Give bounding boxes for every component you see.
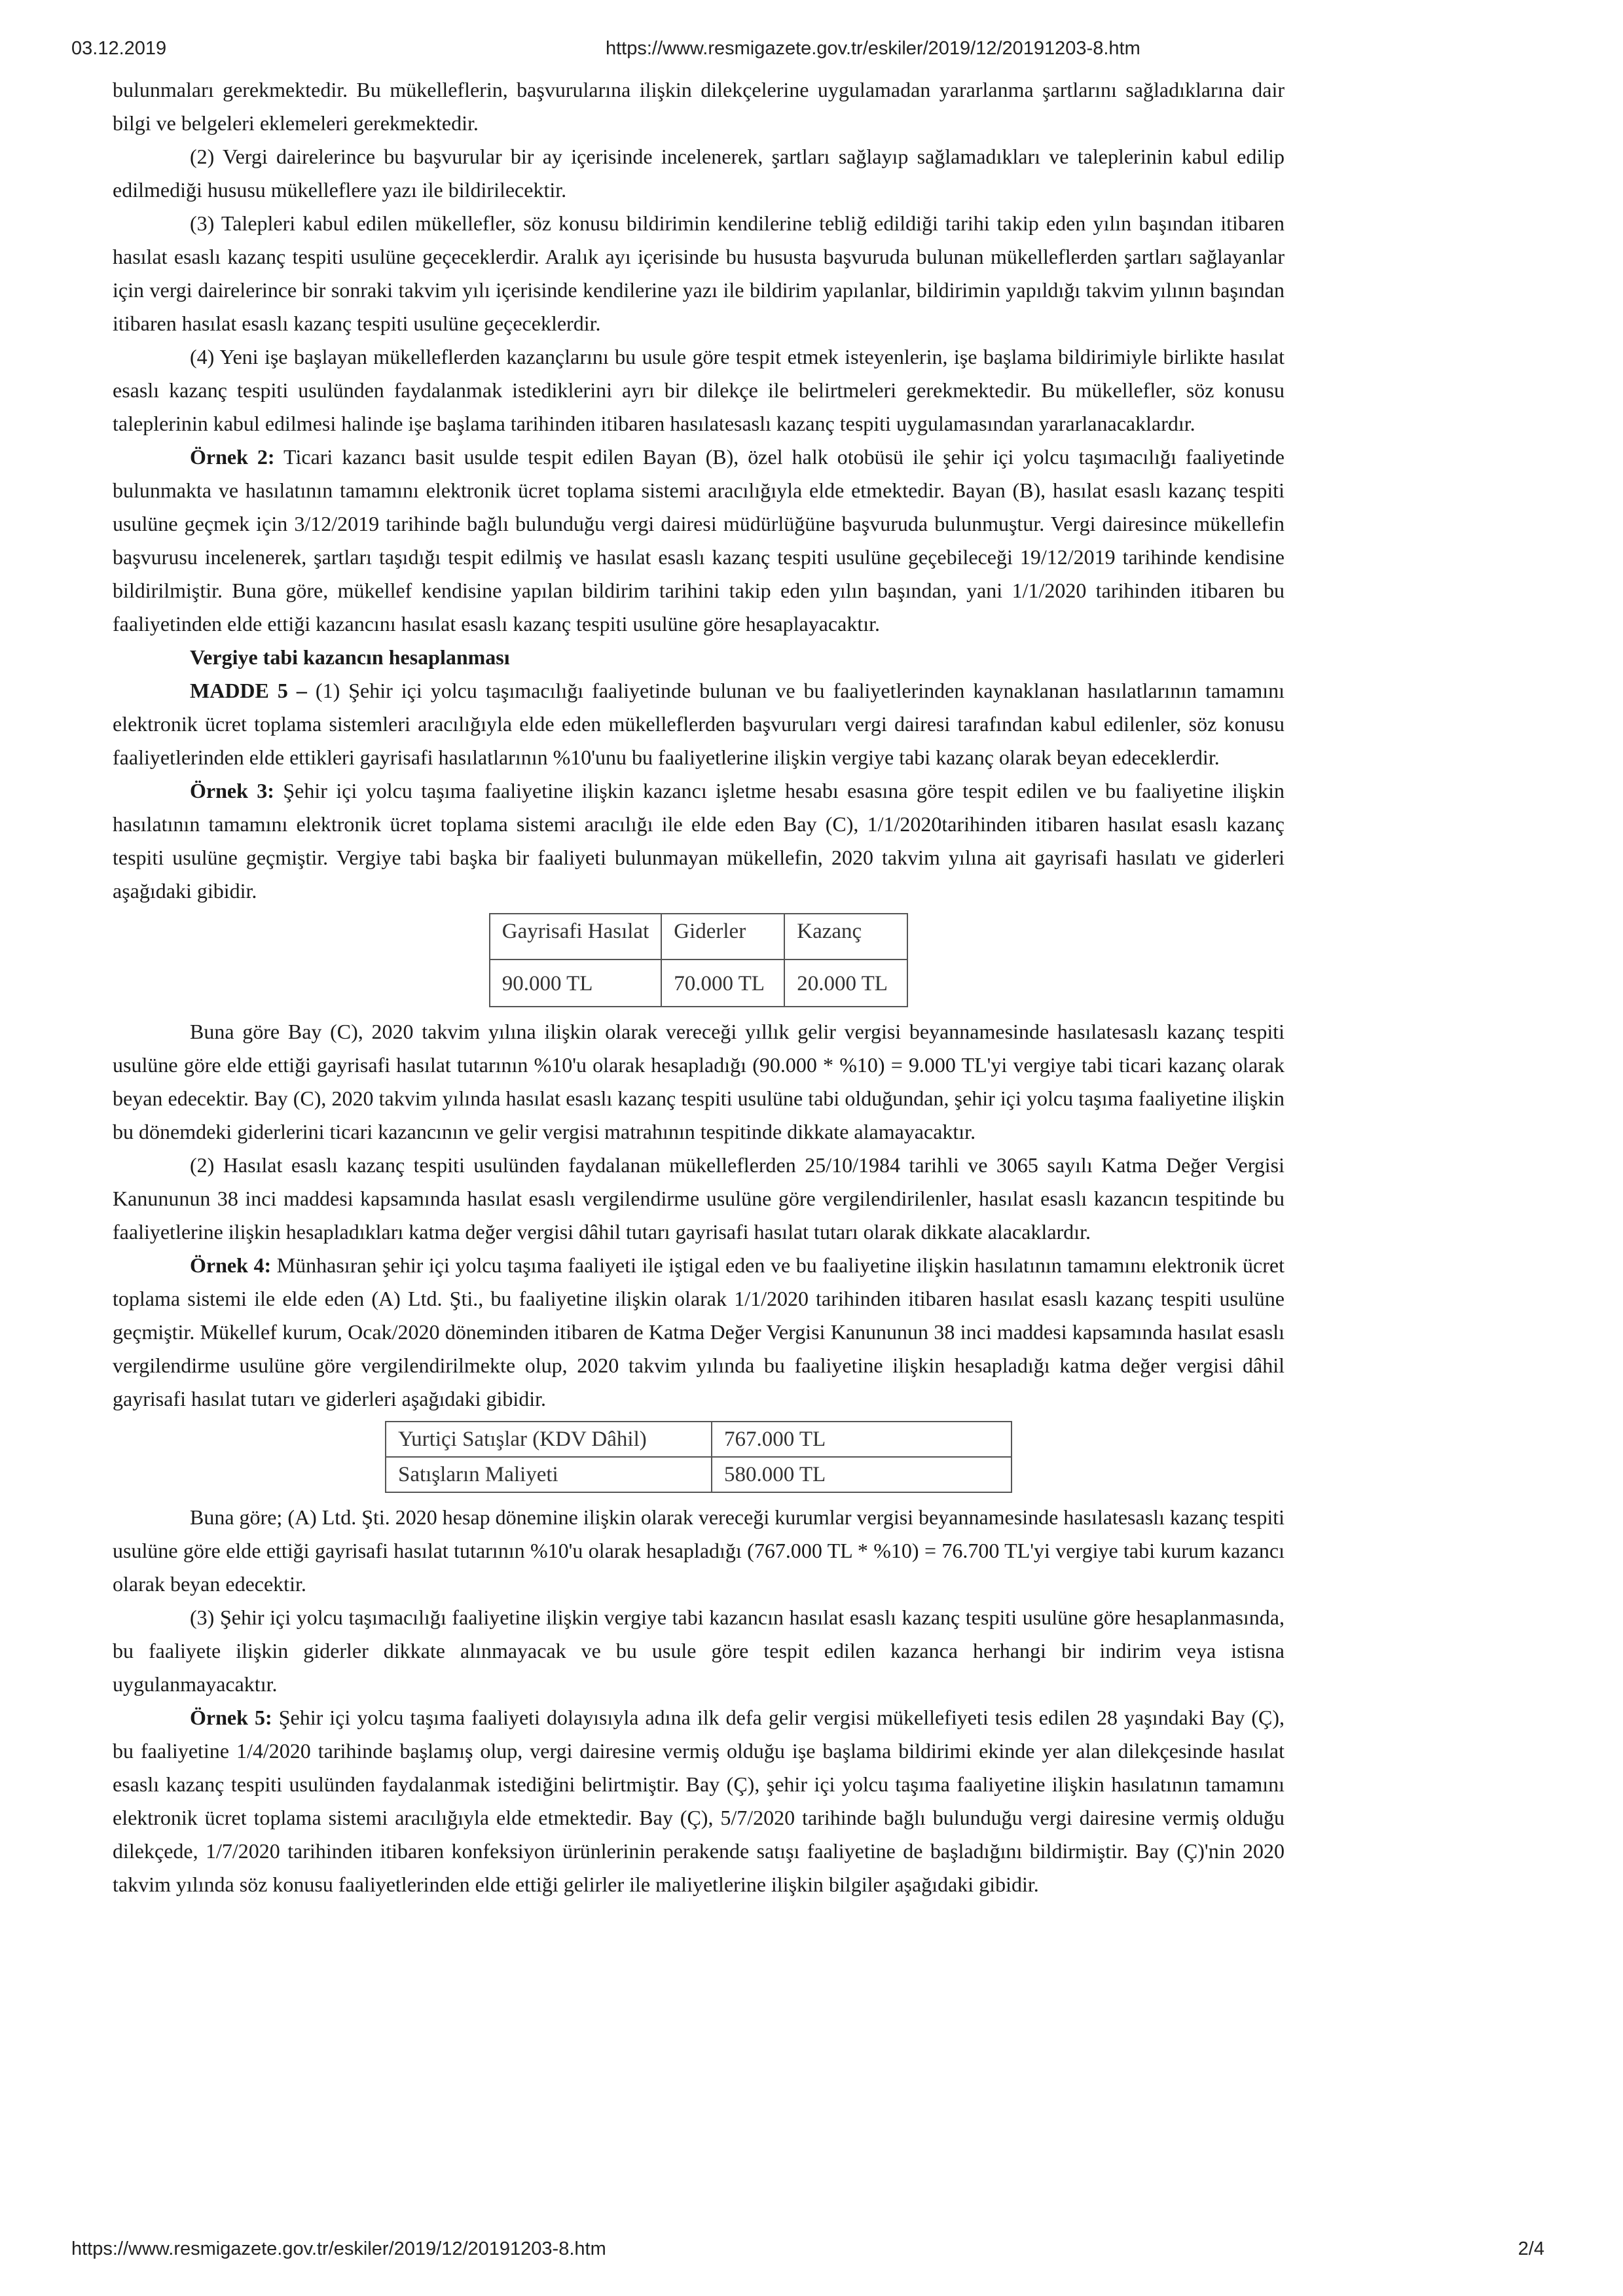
example-text: Şehir içi yolcu taşıma faaliyetine ilişkin kazancı işletme hesabı esasına göre tespit edilen ve bu faaliyetine ilişkin hasılatının tamamını elektronik ücret toplama sistemi aracılığı ile elde eden Bay (C), 1/1/2020tarihinden itibaren hasılat esaslı kazanç tespiti usulüne geçmiştir. Vergiye tabi başka bir faaliyeti bulunmayan mükellefin, 2020 takvim yılına ait gayrisafi hasılatı ve giderleri aşağıdaki gibidir.	[113, 779, 1285, 903]
article-text: (1) Şehir içi yolcu taşımacılığı faaliyetinde bulunan ve bu faaliyetlerinden kaynaklanan hasılatlarının tamamını elektronik ücret toplama sistemleri aracılığıyla elde eden mükelleflerden başvuruları vergi dairesi tarafından kabul edilenler, söz konusu faaliyetlerinden elde ettikleri gayrisafi hasılatlarının %10'unu bu faaliyetlerine ilişkin vergiye tabi kazanç olarak beyan edeceklerdir.	[113, 679, 1285, 769]
table-row	[386, 1457, 1012, 1492]
table-cell: Yurtiçi Satışlar (KDV Dâhil)	[386, 1422, 712, 1457]
table-cell: 580.000 TL	[712, 1457, 1012, 1492]
paragraph: Buna göre Bay (C), 2020 takvim yılına ilişkin olarak vereceği yıllık gelir vergisi beyannamesinde hasılatesaslı kazanç tespiti usulüne göre elde ettiği gayrisafi hasılat tutarının %10'u olarak hesapladığı (90.000 * %10) = 9.000 TL'yi vergiye tabi ticari kazanç olarak beyan edecektir. Bay (C), 2020 takvim yılında hasılat esaslı kazanç tespiti usulüne tabi olduğundan, şehir içi yolcu taşıma faaliyetine ilişkin bu dönemdeki giderlerini ticari kazancının ve gelir vergisi matrahının tespitinde dikkate alamayacaktır.	[113, 1020, 1285, 1143]
page-number: 2/4	[1518, 2238, 1544, 2259]
table-row	[386, 1422, 1012, 1457]
paragraph: (3) Şehir içi yolcu taşımacılığı faaliyetine ilişkin vergiye tabi kazancın hasılat esaslı kazanç tespiti usulüne göre hesaplanmasında, bu faaliyete ilişkin giderler dikkate alınmayacak ve bu usule göre tespit edilen kazanca herhangi bir indirim veya istisna uygulanmayacaktır.	[113, 1605, 1285, 1696]
example-label: Örnek 2:	[190, 445, 275, 469]
table-cell: 767.000 TL	[712, 1422, 1012, 1457]
print-date: 03.12.2019	[71, 38, 167, 59]
document-body	[113, 73, 1285, 1901]
example-text: Şehir içi yolcu taşıma faaliyeti dolayısıyla adına ilk defa gelir vergisi mükellefiyeti tesis edilen 28 yaşındaki Bay (Ç), bu faaliyetine 1/4/2020 tarihinde başlamış olup, vergi dairesine vermiş olduğu işe başlama bildirimi ekinde yer alan dilekçesinde hasılat esaslı kazanç tespiti usulünden faydalanmak istediğini belirtmiştir. Bay (Ç), şehir içi yolcu taşıma faaliyetine ilişkin hasılatının tamamını elektronik ücret toplama sistemi aracılığıyla elde etmektedir. Bay (Ç), 5/7/2020 tarihinde bağlı bulunduğu vergi dairesine vermiş olduğu dilekçede, 1/7/2020 tarihinden itibaren konfeksiyon ürünlerinin perakende satışı faaliyetine de başladığını bildirmiştir. Bay (Ç)'nin 2020 takvim yılında söz konusu faaliyetlerinden elde ettiği gelirler ile maliyetlerine ilişkin bilgiler aşağıdaki gibidir.	[113, 1706, 1285, 1896]
paragraph: (2) Vergi dairelerince bu başvurular bir ay içerisinde incelenerek, şartları sağlayıp sağlamadıkları ve taleplerinin kabul edilip edilmediği hususu mükelleflere yazı ile bildirilecektir.	[113, 145, 1285, 202]
section-heading: Vergiye tabi kazancın hesaplanması	[190, 645, 510, 669]
table-header-row	[490, 914, 908, 960]
paragraph: (2) Hasılat esaslı kazanç tespiti usulünden faydalanan mükelleflerden 25/10/1984 tarihli ve 3065 sayılı Katma Değer Vergisi Kanununun 38 inci maddesi kapsamında hasılat esaslı vergilendirme usulüne göre vergilendirilenler, hasılat esaslı kazancın tespitinde bu faaliyetlerine ilişkin hesapladıkları katma değer vergisi dâhil tutarı gayrisafi hasılat tutarı olarak dikkate alacaklardır.	[113, 1153, 1285, 1244]
table-row	[490, 960, 908, 1007]
table-header-cell: Gayrisafi Hasılat	[490, 914, 662, 960]
example-label: Örnek 3:	[190, 779, 274, 802]
paragraph: bulunmaları gerekmektedir. Bu mükelleflerin, başvurularına ilişkin dilekçelerine uygulamadan yararlanma şartlarını sağladıklarına dair bilgi ve belgeleri eklemeleri gerekmektedir.	[113, 78, 1285, 135]
print-footer	[0, 2238, 1623, 2265]
table-header-cell: Kazanç	[784, 914, 907, 960]
example-label: Örnek 5:	[190, 1706, 272, 1729]
footer-url: https://www.resmigazete.gov.tr/eskiler/2019/12/20191203-8.htm	[71, 2238, 606, 2259]
table-cell: 20.000 TL	[784, 960, 907, 1007]
table-sales	[385, 1421, 1012, 1493]
table-revenue-wrapper	[113, 913, 1285, 1007]
example-4	[113, 1249, 1285, 1416]
table-header-cell: Giderler	[661, 914, 784, 960]
example-text: Münhasıran şehir içi yolcu taşıma faaliyeti ile iştigal eden ve bu faaliyetine ilişkin hasılatının tamamını elektronik ücret toplama sistemi ile elde eden (A) Ltd. Şti., bu faaliyetine ilişkin olarak 1/1/2020 tarihinden itibaren hasılat esaslı kazanç tespiti usulüne geçmiştir. Mükellef kurum, Ocak/2020 döneminden itibaren de Katma Değer Vergisi Kanununun 38 inci maddesi kapsamında hasılat esaslı vergilendirme usulüne göre vergilendirilmekte olup, 2020 takvim yılında bu faaliyetine ilişkin hesapladığı katma değer vergisi dâhil gayrisafi hasılat tutarı ve giderleri aşağıdaki gibidir.	[113, 1253, 1285, 1410]
example-3	[113, 774, 1285, 908]
article-5	[113, 674, 1285, 774]
paragraph: (4) Yeni işe başlayan mükelleflerden kazançlarını bu usule göre tespit etmek isteyenlerin, işe başlama bildirimiyle birlikte hasılat esaslı kazanç tespiti usulünden faydalanmak istediklerini ayrı bir dilekçe ile belirtmeleri gerekmektedir. Bu mükellefler, söz konusu taleplerinin kabul edilmesi halinde işe başlama tarihinden itibaren hasılatesaslı kazanç tespiti uygulamasından yararlanacaklardır.	[113, 345, 1285, 435]
example-text: Ticari kazancı basit usulde tespit edilen Bayan (B), özel halk otobüsü ile şehir içi yolcu taşımacılığı faaliyetinde bulunmakta ve hasılatının tamamını elektronik ücret toplama sistemi aracılığıyla elde etmektedir. Bayan (B), hasılat esaslı kazanç tespiti usulüne geçmek için 3/12/2019 tarihinde bağlı bulunduğu vergi dairesi müdürlüğüne başvuruda bulunmuştur. Vergi dairesince mükellefin başvurusu incelenerek, şartları taşıdığı tespit edilmiş ve hasılat esaslı kazanç tespiti usulüne geçebileceği 19/12/2019 tarihinde kendisine bildirilmiştir. Buna göre, mükellef kendisine yapılan bildirim tarihini takip eden yılın başından, yani 1/1/2020 tarihinden itibaren bu faaliyetinden elde ettiği kazancını hasılat esaslı kazanç tespiti usulüne göre hesaplayacaktır.	[113, 445, 1285, 636]
table-revenue	[489, 913, 909, 1007]
table-cell: Satışların Maliyeti	[386, 1457, 712, 1492]
paragraph: (3) Talepleri kabul edilen mükellefler, söz konusu bildirimin kendilerine tebliğ edildiği tarihi takip eden yılın başından itibaren hasılat esaslı kazanç tespiti usulüne geçeceklerdir. Aralık ayı içerisinde bu hususta başvuruda bulunan mükelleflerden şartları sağlayanlar için vergi dairelerince bir sonraki takvim yılı içerisinde kendilerine yazı ile bildirim yapılanlar, bildirimin yapıldığı takvim yılının başından itibaren hasılat esaslı kazanç tespiti usulüne geçeceklerdir.	[113, 211, 1285, 335]
example-5	[113, 1701, 1285, 1901]
example-label: Örnek 4:	[190, 1253, 272, 1277]
table-sales-wrapper	[113, 1421, 1285, 1493]
paragraph: Buna göre; (A) Ltd. Şti. 2020 hesap dönemine ilişkin olarak vereceği kurumlar vergisi beyannamesinde hasılatesaslı kazanç tespiti usulüne göre elde ettiği gayrisafi hasılat tutarının %10'u olarak hesapladığı (767.000 TL * %10) = 76.700 TL'yi vergiye tabi kurum kazancı olarak beyan edecektir.	[113, 1505, 1285, 1596]
example-2	[113, 440, 1285, 641]
print-url: https://www.resmigazete.gov.tr/eskiler/2019/12/20191203-8.htm	[606, 38, 1140, 59]
table-cell: 70.000 TL	[661, 960, 784, 1007]
article-label: MADDE 5 –	[190, 679, 307, 702]
print-header	[0, 38, 1623, 64]
table-cell: 90.000 TL	[490, 960, 662, 1007]
